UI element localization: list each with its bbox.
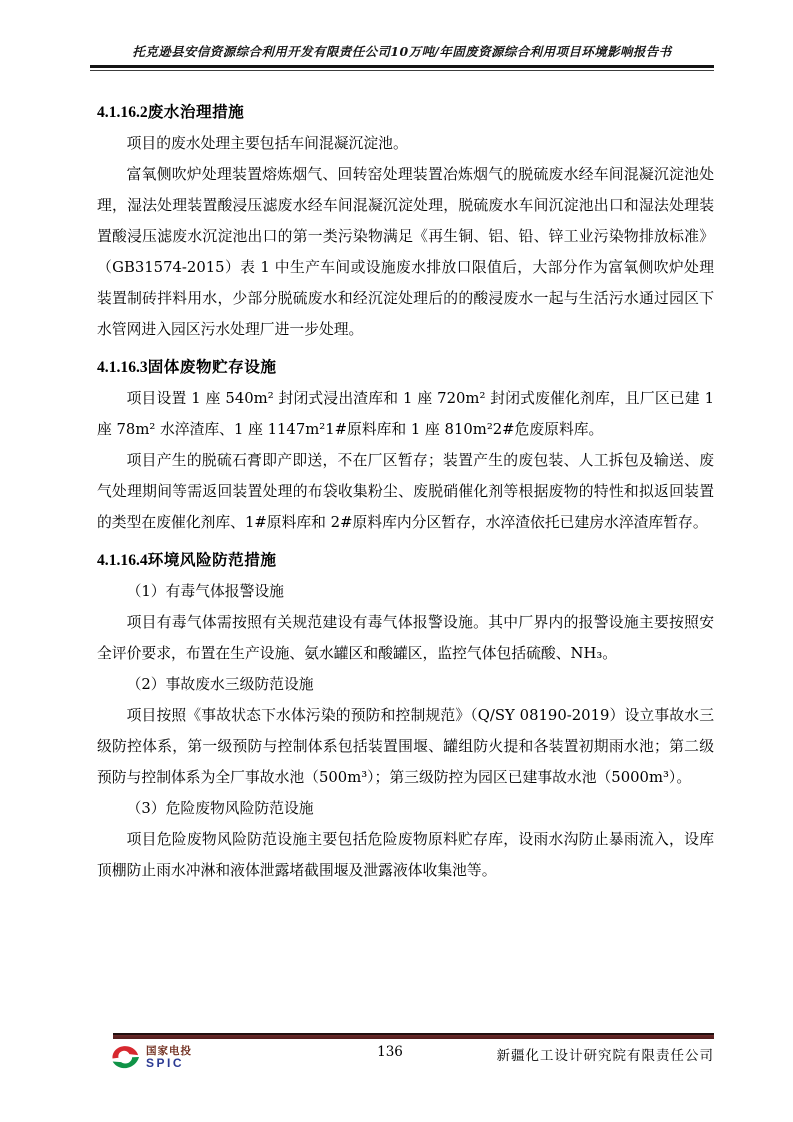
header-rule xyxy=(90,65,714,71)
page-number: 136 xyxy=(377,1044,403,1060)
subheading-accident-wastewater: （2）事故废水三级防范设施 xyxy=(126,676,314,693)
page-header xyxy=(90,42,714,71)
paragraph: 项目按照《事故状态下水体污染的预防和控制规范》（Q/SY 08190-2019）设立事故水三级防控体系，第一级预防与控制体系包括装置围堰、罐组防火提和各装置初期雨水池；第二级预防与控制体系为全厂事故水池（500m³）；第三级防控为园区已建事故水池（5000m³）。 xyxy=(97,707,714,786)
spic-logo xyxy=(110,1044,192,1071)
document-body xyxy=(97,96,714,886)
logo-en-label: SPIC xyxy=(146,1056,185,1071)
paragraph: 富氧侧吹炉处理装置熔炼烟气、回转窑处理装置冶炼烟气的脱硫废水经车间混凝沉淀池处理，湿法处理装置酸浸压滤废水经车间混凝沉淀处理，脱硫废水车间沉淀池出口和湿法处理装置酸浸压滤废水沉淀池出口的第一类污染物满足《再生铜、铝、铅、锌工业污染物排放标准》（GB31574-2015）表 1 中生产车间或设施废水排放口限值后，大部分作为富氧侧吹炉处理装置制砖拌料用水，少部分脱硫废水和经沉淀处理后的的酸浸废水一起与生活污水通过园区下水管网进入园区污水处理厂进一步处理。 xyxy=(97,166,714,338)
spic-logo-text xyxy=(146,1046,192,1070)
paragraph: 项目设置 1 座 540m² 封闭式浸出渣库和 1 座 720m² 封闭式废催化剂库，且厂区已建 1 座 78m² 水淬渣库、1 座 1147m²1#原料库和 1 座 810m²2#危废原料库。 xyxy=(97,390,714,438)
section-title: 环境风险防范措施 xyxy=(147,552,277,569)
paragraph: 项目危险废物风险防范设施主要包括危险废物原料贮存库，设雨水沟防止暴雨流入，设库顶棚防止雨水冲淋和液体泄露堵截围堰及泄露液体收集池等。 xyxy=(97,831,714,879)
section-number: 4.1.16.2 xyxy=(97,104,148,121)
subheading-toxic-gas-alarm: （1）有毒气体报警设施 xyxy=(126,583,284,600)
paragraph: 项目有毒气体需按照有关规范建设有毒气体报警设施。其中厂界内的报警设施主要按照安全评价要求，布置在生产设施、氨水罐区和酸罐区，监控气体包括硫酸、NH₃。 xyxy=(97,614,714,662)
spic-logo-icon xyxy=(110,1044,142,1071)
subheading-hazardous-waste: （3）危险废物风险防范设施 xyxy=(126,800,314,817)
footer-company: 新疆化工设计研究院有限责任公司 xyxy=(496,1048,714,1064)
section-heading-solid-waste xyxy=(97,351,714,383)
footer-rule xyxy=(113,1033,714,1039)
paragraph: 项目的废水处理主要包括车间混凝沉淀池。 xyxy=(126,135,408,152)
section-number: 4.1.16.4 xyxy=(97,552,148,569)
section-title: 固体废物贮存设施 xyxy=(147,359,277,376)
section-number: 4.1.16.3 xyxy=(97,359,148,376)
paragraph: 项目产生的脱硫石膏即产即送，不在厂区暂存；装置产生的废包装、人工拆包及输送、废气处理期间等需返回装置处理的布袋收集粉尘、废脱硝催化剂等根据废物的特性和拟返回装置的类型在废催化剂库、1#原料库和 2#原料库内分区暂存，水淬渣依托已建房水淬渣库暂存。 xyxy=(97,452,714,531)
section-title: 废水治理措施 xyxy=(147,104,245,121)
logo-cn-label: 国家电投 xyxy=(146,1044,192,1057)
section-heading-wastewater xyxy=(97,96,714,128)
section-heading-risk-prevention xyxy=(97,544,714,576)
report-title: 托克逊县安信资源综合利用开发有限责任公司10万吨/年固废资源综合利用项目环境影响报告书 xyxy=(132,44,672,59)
